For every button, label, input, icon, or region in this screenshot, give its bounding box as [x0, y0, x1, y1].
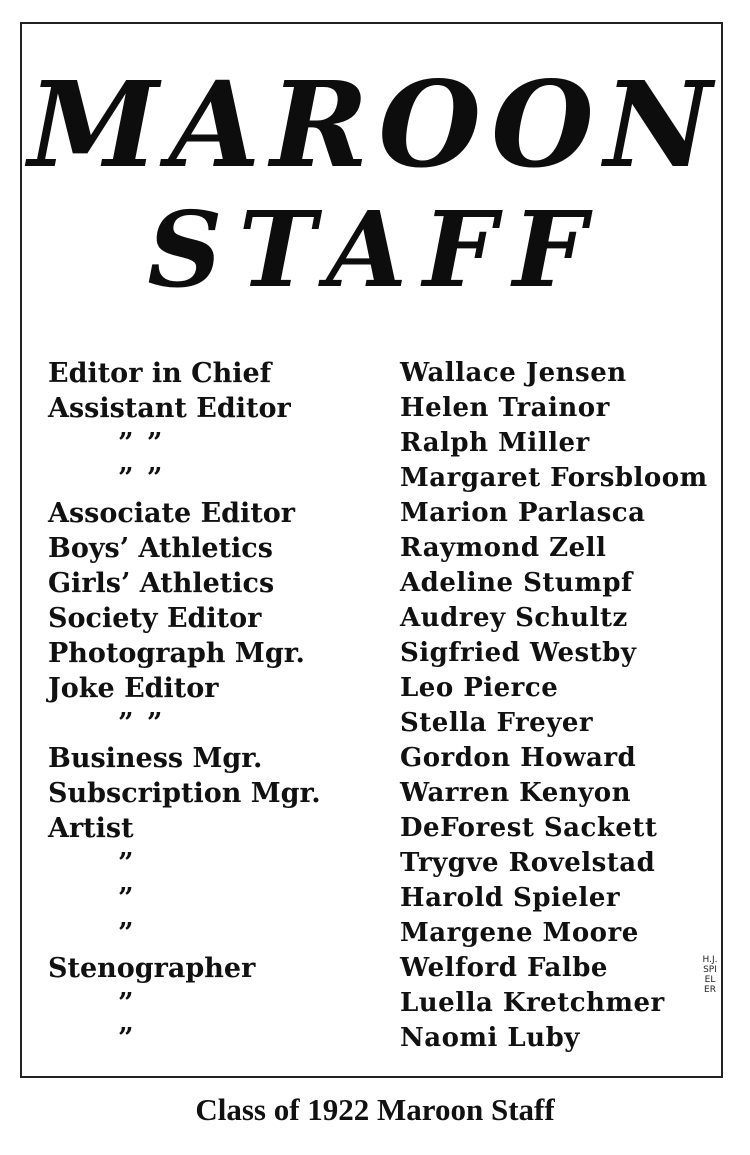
staff-name: DeForest Sackett — [400, 813, 658, 843]
staff-role-ditto: ” — [118, 848, 136, 879]
staff-role-ditto: ” — [118, 883, 136, 914]
staff-row — [48, 846, 708, 881]
staff-role-ditto: ” — [118, 918, 136, 949]
staff-name: Harold Spieler — [400, 883, 621, 913]
staff-name: Trygve Rovelstad — [400, 848, 656, 878]
staff-name: Warren Kenyon — [400, 778, 632, 808]
staff-name: Wallace Jensen — [400, 358, 627, 388]
staff-row — [48, 741, 708, 776]
staff-role: Boys’ Athletics — [48, 533, 273, 564]
staff-role-ditto: ” — [118, 1023, 136, 1054]
title-line-2: STAFF — [147, 188, 603, 311]
staff-role: Subscription Mgr. — [48, 778, 321, 809]
staff-row — [48, 811, 708, 846]
staff-name: Sigfried Westby — [400, 638, 637, 668]
staff-role: Associate Editor — [48, 498, 296, 529]
staff-name: Adeline Stumpf — [400, 568, 633, 598]
staff-row — [48, 601, 708, 636]
staff-row — [48, 916, 708, 951]
staff-role: Stenographer — [48, 953, 256, 984]
staff-name: Stella Freyer — [400, 708, 594, 738]
staff-role: Girls’ Athletics — [48, 568, 275, 599]
staff-row — [48, 356, 708, 391]
staff-role: Editor in Chief — [48, 358, 272, 389]
staff-name: Leo Pierce — [400, 673, 559, 703]
staff-row — [48, 951, 708, 986]
staff-name: Audrey Schultz — [400, 603, 628, 633]
staff-name: Marion Parlasca — [400, 498, 646, 528]
staff-name: Welford Falbe — [400, 953, 608, 983]
staff-name: Margene Moore — [400, 918, 639, 948]
staff-row — [48, 391, 708, 426]
staff-role: Business Mgr. — [48, 743, 263, 774]
staff-name: Ralph Miller — [400, 428, 590, 458]
staff-row — [48, 531, 708, 566]
staff-name: Gordon Howard — [400, 743, 637, 773]
staff-name: Raymond Zell — [400, 533, 607, 563]
staff-role: Photograph Mgr. — [48, 638, 305, 669]
staff-name: Naomi Luby — [400, 1023, 580, 1053]
staff-row — [48, 776, 708, 811]
title-line-1: MAROON — [28, 55, 722, 194]
staff-role-ditto: ” ” — [118, 428, 165, 459]
staff-name: Margaret Forsbloom — [400, 463, 708, 493]
staff-row — [48, 461, 708, 496]
staff-list — [48, 356, 708, 1056]
staff-role-ditto: ” — [118, 988, 136, 1019]
staff-role: Joke Editor — [48, 673, 219, 704]
staff-row — [48, 636, 708, 671]
staff-row — [48, 986, 708, 1021]
staff-role: Assistant Editor — [48, 393, 291, 424]
staff-name: Helen Trainor — [400, 393, 610, 423]
staff-row — [48, 426, 708, 461]
page-caption: Class of 1922 Maroon Staff — [195, 1092, 555, 1127]
staff-row — [48, 496, 708, 531]
staff-row — [48, 881, 708, 916]
staff-row — [48, 671, 708, 706]
artist-signature: H.J.SPIELER — [702, 955, 718, 995]
staff-role: Artist — [48, 813, 134, 844]
staff-row — [48, 706, 708, 741]
staff-role-ditto: ” ” — [118, 708, 165, 739]
staff-row — [48, 1021, 708, 1056]
staff-name: Luella Kretchmer — [400, 988, 665, 1018]
staff-role-ditto: ” ” — [118, 463, 165, 494]
staff-role: Society Editor — [48, 603, 262, 634]
staff-row — [48, 566, 708, 601]
